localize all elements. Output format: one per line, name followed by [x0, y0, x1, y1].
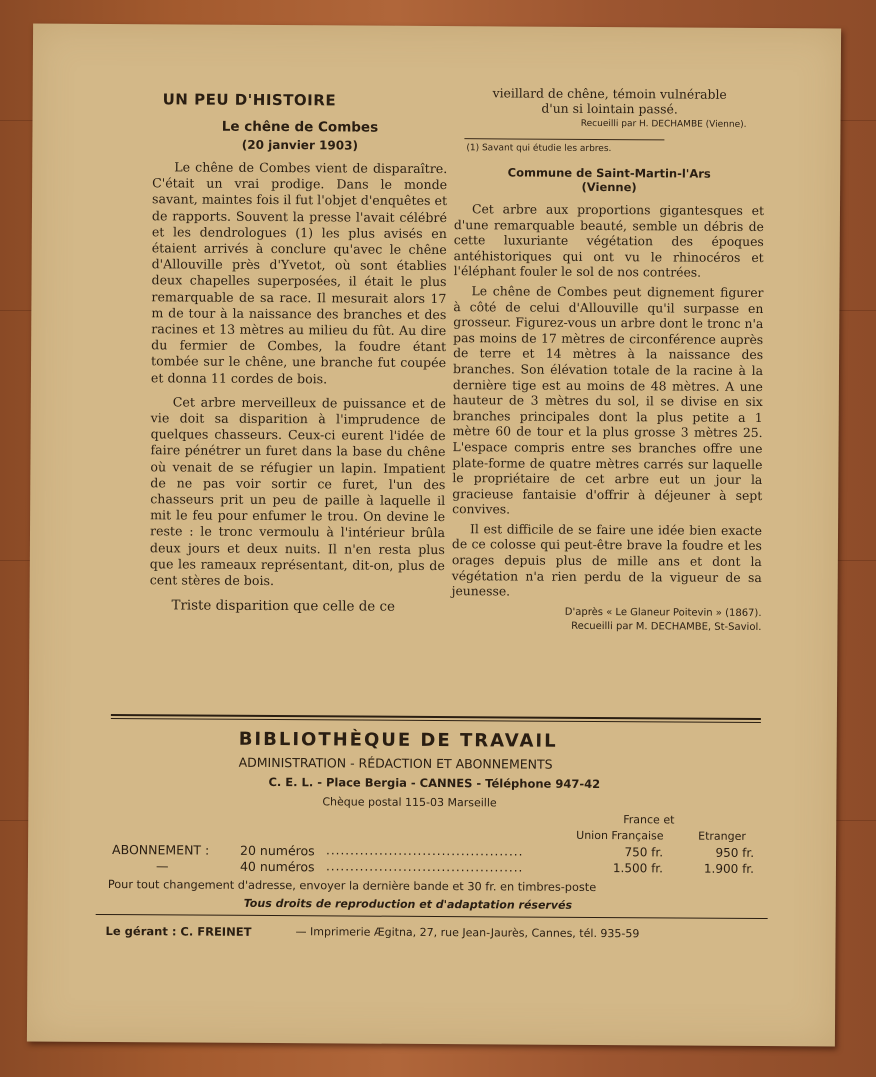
postal-line: Chèque postal 115-03 Marseille — [322, 795, 497, 810]
address-change-note: Pour tout changement d'adresse, envoyer la dernière bande et 30 fr. en timbres-poste — [107, 878, 597, 894]
col-header-france: France et — [623, 813, 675, 827]
source-collector: Recueilli par M. DECHAMBE, St-Saviol. — [571, 620, 762, 633]
issues-40: 40 numéros — [239, 858, 315, 875]
left-column — [149, 86, 447, 625]
admin-line: ADMINISTRATION - RÉDACTION ET ABONNEMENTS — [238, 754, 553, 772]
footnote: (1) Savant qui étudie les arbres. — [466, 143, 612, 155]
dot-leader: ......................................... — [326, 843, 524, 859]
address-line: C. E. L. - Place Bergia - CANNES - Téléphone 947-42 — [268, 774, 601, 792]
commune-subheading: (Vienne) — [581, 179, 637, 195]
article-date: (20 janvier 1903) — [241, 137, 358, 153]
paragraph: Le chêne de Combes vient de disparaître. C'était un vrai prodige. Dans le monde savant, maintes fois il fut l'objet d'enquêtes et de rapports. Souvent la presse l'avait célébré et les dendrologues (1) les plus avisés en étaient arrivés à conclure qu'avec le chêne d'Allouville près d'Yvetot, où sont établies deux chapelles superposées, il était le plus remarquable de sa race. Il mesurait alors 17 m de tour à la naissance des branches et des racines et 13 mètres au milieu du fût. Au dire du fermier de Combes, la foudre étant tombée sur le chêne, une branche fut coupée et donna 11 cordes de bois. — [150, 159, 448, 386]
subscription-label: ABONNEMENT : — [112, 842, 210, 858]
continuation-line: vieillard de chêne, témoin vulnérable — [492, 85, 727, 102]
paragraph: Triste disparition que celle de ce — [171, 598, 395, 616]
rights-note: Tous droits de reproduction et d'adaptation réservés — [243, 896, 573, 912]
right-column — [451, 86, 764, 635]
dot-leader: ......................................... — [325, 859, 524, 875]
continuation-line: d'un si lointain passé. — [541, 100, 678, 116]
dash: — — [155, 858, 169, 874]
section-heading: UN PEU D'HISTOIRE — [162, 90, 337, 110]
bottom-divider — [96, 914, 768, 919]
price-france-40: 1.500 fr. — [612, 861, 664, 876]
paragraph: Le chêne de Combes peut dignement figurer à côté de celui d'Allouville qu'il surpasse en grosseur. Figurez-vous un arbre dont le tronc n'a pas moins de 17 mètres de circonférence auprès de terre et 14 mètres à la naissance des branches. Son élévation totale de la racine à la dernière tige est au moins de 48 mètres. A une hauteur de 3 mètres du sol, il se divise en six branches principales dont la plus petite a 1 mètre 60 de tour et la plus grosse 3 mètres 25. L'espace compris entre ses branches offre une plate-forme de quatre mètres carrés sur laquelle le propriétaire de cet arbre eut un jour la gracieuse fantaisie d'offrir à déjeuner à sept convives. — [452, 283, 764, 517]
footnote-divider — [464, 138, 664, 140]
article-title: Le chêne de Combes — [221, 118, 379, 136]
price-foreign-20: 950 fr. — [715, 845, 755, 860]
price-foreign-40: 1.900 fr. — [703, 861, 755, 876]
col-header-union: Union Française — [576, 828, 664, 843]
source-line: D'après « Le Glaneur Poitevin » (1867). — [564, 606, 762, 619]
commune-heading: Commune de Saint-Martin-l'Ars — [507, 165, 711, 181]
manager: Le gérant : C. FREINET — [105, 924, 252, 939]
footer-title: BIBLIOTHÈQUE DE TRAVAIL — [238, 728, 558, 752]
paragraph: Il est difficile de se faire une idée bien exacte de ce colosse qui peut-être brave la foudre et les orages depuis plus de mille ans et dont la végétation n'a rien perdu de la vigueur de sa jeunesse. — [451, 521, 763, 599]
paragraph: Cet arbre aux proportions gigantesques et d'une remarquable beauté, semble un débris de cette luxuriante végétation des époques antéhistoriques qui ont vu le rhinocéros et l'éléphant fouler le sol de nos contrées. — [453, 201, 765, 281]
price-france-20: 750 fr. — [624, 845, 664, 860]
printed-page — [27, 24, 841, 1047]
paragraph: Cet arbre merveilleux de puissance et de vie doit sa disparition à l'imprudence de quelques chasseurs. Ceux-ci eurent l'idée de faire pénétrer un furet dans la base du chêne où venait de se réfugier un lapin. Impatient de ne pas voir sortir ce furet, l'un des chasseurs prit un peu de paille à laquelle il mit le feu pour enfumer le trou. On devine le reste : le tronc vermoulu à l'intérieur brûla deux jours et deux nuits. Il n'en resta plus que les rameaux représentant, dit-on, plus de cent stères de bois. — [149, 394, 446, 589]
collector-credit: Recueilli par H. DECHAMBE (Vienne). — [580, 118, 747, 130]
footer-divider — [111, 714, 761, 723]
issues-20: 20 numéros — [240, 842, 315, 859]
printer: — Imprimerie Ægitna, 27, rue Jean-Jaurès, Cannes, tél. 935-59 — [295, 925, 640, 941]
col-header-foreign: Etranger — [698, 829, 746, 843]
